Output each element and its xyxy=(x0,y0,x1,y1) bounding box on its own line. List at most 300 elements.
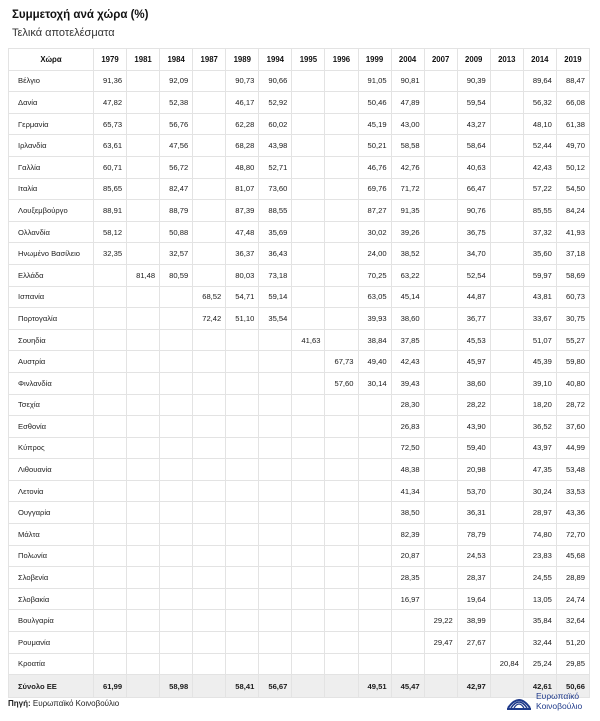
turnout-cell xyxy=(424,653,457,675)
turnout-cell: 82,39 xyxy=(391,524,424,546)
turnout-cell xyxy=(292,178,325,200)
turnout-cell xyxy=(424,243,457,265)
turnout-cell xyxy=(292,243,325,265)
turnout-cell xyxy=(226,545,259,567)
turnout-cell xyxy=(358,480,391,502)
turnout-cell: 52,92 xyxy=(259,92,292,114)
turnout-cell: 54,71 xyxy=(226,286,259,308)
turnout-cell xyxy=(292,459,325,481)
turnout-cell xyxy=(325,567,358,589)
column-header-year: 1987 xyxy=(193,49,226,71)
page-title: Συμμετοχή ανά χώρα (%) xyxy=(12,9,149,21)
turnout-cell xyxy=(490,178,523,200)
turnout-cell xyxy=(193,394,226,416)
turnout-cell xyxy=(358,653,391,675)
turnout-cell xyxy=(193,588,226,610)
table-body xyxy=(9,70,590,698)
country-name: Κύπρος xyxy=(9,437,94,459)
turnout-cell: 37,85 xyxy=(391,329,424,351)
turnout-cell xyxy=(259,502,292,524)
turnout-cell: 47,89 xyxy=(391,92,424,114)
turnout-cell xyxy=(193,480,226,502)
turnout-cell: 89,64 xyxy=(523,70,556,92)
turnout-cell: 87,39 xyxy=(226,200,259,222)
country-name: Ηνωμένο Βασίλειο xyxy=(9,243,94,265)
turnout-cell xyxy=(292,416,325,438)
turnout-cell xyxy=(424,221,457,243)
turnout-cell: 24,55 xyxy=(523,567,556,589)
turnout-cell xyxy=(94,308,127,330)
turnout-cell xyxy=(193,372,226,394)
turnout-cell xyxy=(193,329,226,351)
turnout-cell xyxy=(490,416,523,438)
column-header-year: 2013 xyxy=(490,49,523,71)
turnout-cell xyxy=(127,437,160,459)
turnout-cell xyxy=(127,113,160,135)
turnout-cell: 88,47 xyxy=(556,70,589,92)
turnout-cell: 60,73 xyxy=(556,286,589,308)
turnout-cell xyxy=(259,632,292,654)
turnout-cell: 32,35 xyxy=(94,243,127,265)
country-name: Μάλτα xyxy=(9,524,94,546)
turnout-cell xyxy=(193,70,226,92)
table-row xyxy=(9,156,590,178)
turnout-cell xyxy=(160,653,193,675)
table-row xyxy=(9,70,590,92)
turnout-cell xyxy=(292,156,325,178)
turnout-cell: 72,70 xyxy=(556,524,589,546)
turnout-cell: 32,44 xyxy=(523,632,556,654)
column-header-year: 1989 xyxy=(226,49,259,71)
turnout-cell xyxy=(226,329,259,351)
turnout-cell: 43,27 xyxy=(457,113,490,135)
turnout-cell xyxy=(325,308,358,330)
turnout-cell xyxy=(490,113,523,135)
turnout-cell: 28,35 xyxy=(391,567,424,589)
turnout-cell xyxy=(160,437,193,459)
country-name: Ολλανδία xyxy=(9,221,94,243)
turnout-cell: 59,54 xyxy=(457,92,490,114)
turnout-cell: 88,55 xyxy=(259,200,292,222)
turnout-cell xyxy=(325,524,358,546)
turnout-cell xyxy=(490,135,523,157)
turnout-cell: 33,53 xyxy=(556,480,589,502)
turnout-cell xyxy=(358,437,391,459)
turnout-cell: 29,22 xyxy=(424,610,457,632)
turnout-cell: 91,35 xyxy=(391,200,424,222)
turnout-cell xyxy=(193,135,226,157)
country-name: Λιθουανία xyxy=(9,459,94,481)
turnout-cell xyxy=(292,524,325,546)
column-header-year: 2014 xyxy=(523,49,556,71)
turnout-cell xyxy=(160,459,193,481)
turnout-cell: 90,73 xyxy=(226,70,259,92)
turnout-cell: 73,60 xyxy=(259,178,292,200)
turnout-cell xyxy=(490,459,523,481)
turnout-cell xyxy=(424,351,457,373)
turnout-cell xyxy=(127,480,160,502)
turnout-cell: 42,76 xyxy=(391,156,424,178)
table-row xyxy=(9,178,590,200)
turnout-cell: 34,70 xyxy=(457,243,490,265)
turnout-cell: 58,58 xyxy=(391,135,424,157)
turnout-cell xyxy=(259,567,292,589)
turnout-cell xyxy=(292,653,325,675)
turnout-cell xyxy=(259,437,292,459)
turnout-cell xyxy=(193,675,226,698)
turnout-cell xyxy=(325,610,358,632)
turnout-cell: 90,66 xyxy=(259,70,292,92)
turnout-cell xyxy=(424,675,457,698)
turnout-cell xyxy=(325,545,358,567)
turnout-cell xyxy=(127,243,160,265)
column-header-year: 2007 xyxy=(424,49,457,71)
turnout-cell xyxy=(94,264,127,286)
country-name: Βουλγαρία xyxy=(9,610,94,632)
turnout-cell xyxy=(127,567,160,589)
turnout-cell: 13,05 xyxy=(523,588,556,610)
turnout-cell: 26,83 xyxy=(391,416,424,438)
turnout-cell xyxy=(193,653,226,675)
turnout-cell xyxy=(490,351,523,373)
turnout-cell xyxy=(292,200,325,222)
turnout-cell xyxy=(127,502,160,524)
turnout-cell xyxy=(160,480,193,502)
turnout-cell: 72,42 xyxy=(193,308,226,330)
turnout-cell xyxy=(259,480,292,502)
turnout-cell: 70,25 xyxy=(358,264,391,286)
turnout-cell: 91,05 xyxy=(358,70,391,92)
turnout-cell xyxy=(94,588,127,610)
turnout-cell: 68,28 xyxy=(226,135,259,157)
turnout-cell: 36,31 xyxy=(457,502,490,524)
turnout-cell xyxy=(127,394,160,416)
turnout-cell: 43,90 xyxy=(457,416,490,438)
turnout-cell xyxy=(424,70,457,92)
parliament-emblem-icon xyxy=(506,690,532,712)
turnout-cell: 52,54 xyxy=(457,264,490,286)
turnout-cell xyxy=(226,416,259,438)
turnout-cell xyxy=(160,632,193,654)
turnout-cell xyxy=(127,459,160,481)
turnout-cell xyxy=(325,329,358,351)
table-row xyxy=(9,286,590,308)
turnout-cell: 20,84 xyxy=(490,653,523,675)
turnout-cell xyxy=(226,437,259,459)
turnout-cell xyxy=(127,92,160,114)
turnout-cell xyxy=(391,610,424,632)
table-row xyxy=(9,200,590,222)
turnout-cell: 38,60 xyxy=(391,308,424,330)
column-header-year: 1979 xyxy=(94,49,127,71)
table-row xyxy=(9,329,590,351)
turnout-cell xyxy=(259,588,292,610)
turnout-cell xyxy=(490,286,523,308)
country-name: Σλοβακία xyxy=(9,588,94,610)
source-text: Ευρωπαϊκό Κοινοβούλιο xyxy=(30,699,120,708)
turnout-cell: 63,61 xyxy=(94,135,127,157)
turnout-cell: 24,53 xyxy=(457,545,490,567)
turnout-cell xyxy=(127,221,160,243)
turnout-cell xyxy=(226,351,259,373)
turnout-cell xyxy=(160,286,193,308)
turnout-cell xyxy=(358,567,391,589)
turnout-cell: 92,09 xyxy=(160,70,193,92)
turnout-cell xyxy=(325,264,358,286)
turnout-cell xyxy=(490,221,523,243)
turnout-cell xyxy=(391,653,424,675)
turnout-cell: 50,12 xyxy=(556,156,589,178)
country-name: Φινλανδία xyxy=(9,372,94,394)
column-header-year: 1995 xyxy=(292,49,325,71)
turnout-cell: 36,75 xyxy=(457,221,490,243)
turnout-cell xyxy=(94,567,127,589)
turnout-cell xyxy=(193,92,226,114)
turnout-cell xyxy=(160,545,193,567)
turnout-cell xyxy=(259,459,292,481)
country-name: Ρουμανία xyxy=(9,632,94,654)
turnout-cell: 61,38 xyxy=(556,113,589,135)
turnout-cell xyxy=(259,372,292,394)
turnout-cell xyxy=(259,653,292,675)
turnout-cell: 48,80 xyxy=(226,156,259,178)
turnout-cell: 87,27 xyxy=(358,200,391,222)
turnout-cell: 36,52 xyxy=(523,416,556,438)
turnout-cell: 85,65 xyxy=(94,178,127,200)
table-row xyxy=(9,437,590,459)
table-row xyxy=(9,632,590,654)
turnout-cell xyxy=(325,221,358,243)
turnout-cell xyxy=(160,372,193,394)
turnout-cell: 81,07 xyxy=(226,178,259,200)
turnout-cell: 49,70 xyxy=(556,135,589,157)
turnout-cell xyxy=(424,200,457,222)
turnout-cell xyxy=(490,243,523,265)
turnout-cell: 59,14 xyxy=(259,286,292,308)
turnout-cell: 58,12 xyxy=(94,221,127,243)
turnout-cell xyxy=(292,545,325,567)
turnout-cell xyxy=(226,653,259,675)
country-name: Δανία xyxy=(9,92,94,114)
turnout-cell: 40,63 xyxy=(457,156,490,178)
turnout-cell: 45,53 xyxy=(457,329,490,351)
turnout-cell: 47,82 xyxy=(94,92,127,114)
country-name: Τσεχία xyxy=(9,394,94,416)
table-row xyxy=(9,567,590,589)
turnout-cell xyxy=(424,113,457,135)
turnout-cell xyxy=(193,459,226,481)
turnout-cell: 78,79 xyxy=(457,524,490,546)
turnout-cell xyxy=(424,92,457,114)
turnout-cell: 32,57 xyxy=(160,243,193,265)
turnout-cell: 30,24 xyxy=(523,480,556,502)
turnout-cell xyxy=(226,459,259,481)
turnout-cell xyxy=(325,502,358,524)
turnout-cell xyxy=(193,502,226,524)
column-header-year: 1996 xyxy=(325,49,358,71)
turnout-cell xyxy=(292,221,325,243)
turnout-cell xyxy=(490,264,523,286)
turnout-cell: 56,32 xyxy=(523,92,556,114)
turnout-cell: 33,67 xyxy=(523,308,556,330)
turnout-cell: 51,10 xyxy=(226,308,259,330)
turnout-cell xyxy=(94,416,127,438)
turnout-cell xyxy=(127,70,160,92)
turnout-cell xyxy=(94,545,127,567)
turnout-cell xyxy=(292,351,325,373)
turnout-cell xyxy=(94,394,127,416)
column-header-year: 2019 xyxy=(556,49,589,71)
column-header-year: 2009 xyxy=(457,49,490,71)
turnout-cell: 41,93 xyxy=(556,221,589,243)
country-name: Σύνολο ΕΕ xyxy=(9,675,94,698)
turnout-cell: 84,24 xyxy=(556,200,589,222)
turnout-cell xyxy=(94,286,127,308)
table-row xyxy=(9,588,590,610)
country-name: Ελλάδα xyxy=(9,264,94,286)
turnout-cell xyxy=(127,135,160,157)
country-name: Σλοβενία xyxy=(9,567,94,589)
turnout-cell xyxy=(193,113,226,135)
table-row xyxy=(9,308,590,330)
turnout-cell xyxy=(94,610,127,632)
turnout-cell: 37,18 xyxy=(556,243,589,265)
table-row xyxy=(9,243,590,265)
turnout-cell xyxy=(424,459,457,481)
turnout-cell xyxy=(127,524,160,546)
country-name: Πορτογαλία xyxy=(9,308,94,330)
turnout-cell xyxy=(127,632,160,654)
turnout-cell xyxy=(325,113,358,135)
turnout-cell xyxy=(94,329,127,351)
turnout-cell: 49,40 xyxy=(358,351,391,373)
turnout-cell xyxy=(490,308,523,330)
turnout-cell: 37,32 xyxy=(523,221,556,243)
turnout-cell xyxy=(292,113,325,135)
turnout-cell xyxy=(259,394,292,416)
turnout-cell: 73,18 xyxy=(259,264,292,286)
turnout-cell: 50,46 xyxy=(358,92,391,114)
turnout-cell xyxy=(292,135,325,157)
turnout-cell: 82,47 xyxy=(160,178,193,200)
turnout-cell: 30,14 xyxy=(358,372,391,394)
table-row xyxy=(9,545,590,567)
turnout-cell: 20,98 xyxy=(457,459,490,481)
turnout-cell: 88,79 xyxy=(160,200,193,222)
turnout-cell xyxy=(292,675,325,698)
turnout-cell xyxy=(358,502,391,524)
table-row xyxy=(9,113,590,135)
turnout-cell: 39,43 xyxy=(391,372,424,394)
turnout-cell xyxy=(490,394,523,416)
turnout-cell xyxy=(160,351,193,373)
turnout-cell xyxy=(160,567,193,589)
turnout-cell xyxy=(226,588,259,610)
turnout-cell xyxy=(292,588,325,610)
turnout-cell xyxy=(127,372,160,394)
turnout-cell: 28,72 xyxy=(556,394,589,416)
turnout-cell xyxy=(226,610,259,632)
turnout-cell xyxy=(325,588,358,610)
turnout-cell xyxy=(127,653,160,675)
turnout-cell xyxy=(94,459,127,481)
country-name: Σουηδία xyxy=(9,329,94,351)
table-row xyxy=(9,459,590,481)
country-name: Γαλλία xyxy=(9,156,94,178)
turnout-cell xyxy=(325,156,358,178)
table-row xyxy=(9,372,590,394)
turnout-cell xyxy=(127,610,160,632)
turnout-cell xyxy=(127,308,160,330)
turnout-cell: 19,64 xyxy=(457,588,490,610)
turnout-cell xyxy=(325,416,358,438)
turnout-cell xyxy=(292,394,325,416)
table-row xyxy=(9,92,590,114)
column-header-year: 1984 xyxy=(160,49,193,71)
turnout-cell: 39,93 xyxy=(358,308,391,330)
turnout-cell xyxy=(193,610,226,632)
turnout-cell xyxy=(94,653,127,675)
turnout-cell: 57,22 xyxy=(523,178,556,200)
column-header-country: Χώρα xyxy=(9,49,94,71)
turnout-cell: 52,38 xyxy=(160,92,193,114)
turnout-cell xyxy=(490,632,523,654)
turnout-cell: 52,44 xyxy=(523,135,556,157)
table-row xyxy=(9,351,590,373)
turnout-cell: 49,51 xyxy=(358,675,391,698)
country-name: Πολωνία xyxy=(9,545,94,567)
turnout-cell: 67,73 xyxy=(325,351,358,373)
turnout-cell xyxy=(193,437,226,459)
turnout-cell: 38,50 xyxy=(391,502,424,524)
turnout-cell: 43,97 xyxy=(523,437,556,459)
turnout-cell xyxy=(160,588,193,610)
turnout-cell: 46,17 xyxy=(226,92,259,114)
turnout-cell: 29,85 xyxy=(556,653,589,675)
table-row xyxy=(9,610,590,632)
turnout-cell xyxy=(226,372,259,394)
turnout-cell xyxy=(94,502,127,524)
turnout-cell xyxy=(490,437,523,459)
turnout-cell xyxy=(424,480,457,502)
turnout-cell: 35,60 xyxy=(523,243,556,265)
turnout-cell xyxy=(490,92,523,114)
turnout-cell: 45,68 xyxy=(556,545,589,567)
table-row xyxy=(9,394,590,416)
turnout-cell: 55,27 xyxy=(556,329,589,351)
turnout-cell xyxy=(424,156,457,178)
turnout-cell xyxy=(193,221,226,243)
turnout-cell: 90,39 xyxy=(457,70,490,92)
turnout-cell xyxy=(292,480,325,502)
turnout-cell xyxy=(325,459,358,481)
turnout-cell xyxy=(160,502,193,524)
turnout-cell xyxy=(193,545,226,567)
turnout-cell: 61,99 xyxy=(94,675,127,698)
turnout-cell: 58,69 xyxy=(556,264,589,286)
total-row xyxy=(9,675,590,698)
turnout-cell xyxy=(226,502,259,524)
table-row xyxy=(9,480,590,502)
turnout-cell xyxy=(127,156,160,178)
turnout-cell xyxy=(127,178,160,200)
turnout-cell: 28,37 xyxy=(457,567,490,589)
turnout-cell xyxy=(490,567,523,589)
turnout-cell xyxy=(160,416,193,438)
turnout-cell: 66,47 xyxy=(457,178,490,200)
turnout-cell: 47,56 xyxy=(160,135,193,157)
turnout-cell xyxy=(193,416,226,438)
